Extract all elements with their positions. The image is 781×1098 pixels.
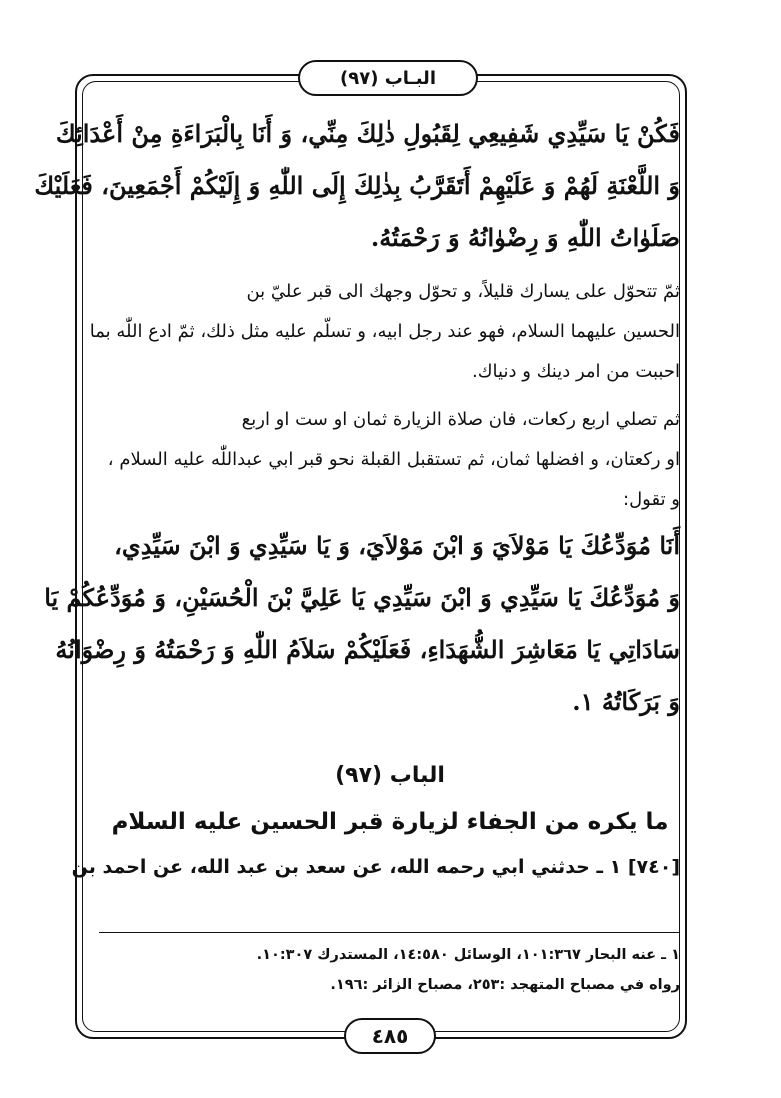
prayer-line: أَنَا مُوَدِّعُكَ يَا مَوْلاَيَ وَ ابْنَ مَوْلاَيَ، وَ يَا سَيِّدِي وَ ابْنَ سَيِّدِي، <box>114 531 680 560</box>
prayer-line: وَ اللَّعْنَةِ لَهُمْ وَ عَلَيْهِمْ أَتَقَرَّبُ بِذٰلِكَ إِلَى اللّٰهِ وَ إِلَيْكُمْ أَجْمَعِينَ، فَعَلَيْكَ <box>34 171 680 200</box>
running-header <box>298 60 478 96</box>
prose-line: ثم تصلي اربع ركعات، فان صلاة الزيارة ثمان او ست او اربع <box>241 409 680 430</box>
chapter-number: الباب (٩٧) <box>335 763 445 788</box>
footnote-divider <box>99 932 679 933</box>
footnote-line: ١ ـ عنه البحار ١٠١:٣٦٧، الوسائل ١٤:٥٨٠، المستدرك ١٠:٣٠٧. <box>256 947 680 963</box>
prose-line: احببت من امر دينك و دنياك. <box>471 361 680 382</box>
page-number-label: ٤٨٥ <box>371 1024 409 1048</box>
prayer-line: وَ مُوَدِّعُكَ يَا سَيِّدِي وَ ابْنَ سَيِّدِي يَا عَلِيَّ بْنَ الْحُسَيْنِ، وَ مُوَدِّعُكُمْ يَا <box>44 583 680 612</box>
footnotes <box>100 940 680 1000</box>
prayer-line: سَادَاتِي يَا مَعَاشِرَ الشُّهَدَاءِ، فَعَلَيْكُمْ سَلاَمُ اللّٰهِ وَ رَحْمَتُهُ وَ رِضْوَانُهُ <box>55 635 680 664</box>
prose-line: او ركعتان، و افضلها ثمان، ثم تستقبل القبلة نحو قبر ابي عبداللّٰه عليه السلام ، <box>107 449 680 470</box>
prayer-block-1 <box>34 108 680 264</box>
prayer-block-2 <box>44 520 680 728</box>
prose-line: ثمّ تتحوّل على يسارك قليلاً، و تحوّل وجهك الى قبر عليّ بن <box>246 281 680 302</box>
chapter-title: ما يكره من الجفاء لزيارة قبر الحسين عليه السلام <box>111 809 669 835</box>
instruction-paragraph-2 <box>100 400 680 520</box>
page-number <box>344 1018 436 1054</box>
footnote-line: رواه في مصباح المتهجد :٢٥٣، مصباح الزائر :١٩٦. <box>330 977 680 993</box>
instruction-paragraph-1 <box>89 272 680 392</box>
prose-line: الحسين عليهما السلام، فهو عند رجل ابيه، و تسلّم عليه مثل ذلك، ثمّ ادع اللّٰه بما <box>89 321 680 342</box>
page-body <box>34 108 680 888</box>
prayer-line: فَكُنْ يَا سَيِّدِي شَفِيعِي لِقَبُولِ ذٰلِكَ مِنِّي، وَ أَنَا بِالْبَرَاءَةِ مِنْ أَعْدَائِكَ <box>55 119 680 148</box>
prose-line: و تقول: <box>623 489 680 510</box>
prayer-line: صَلَوٰاتُ اللّٰهِ وَ رِضْوٰانُهُ وَ رَحْمَتُهُ. <box>370 223 680 252</box>
prayer-line: وَ بَرَكَاتُهُ ١. <box>572 687 680 716</box>
running-header-label: البـاب (٩٧) <box>340 67 436 89</box>
hadith-line: [٧٤٠] ١ ـ حدثني ابي رحمه الله، عن سعد بن عبد الله، عن احمد بن <box>71 856 680 878</box>
